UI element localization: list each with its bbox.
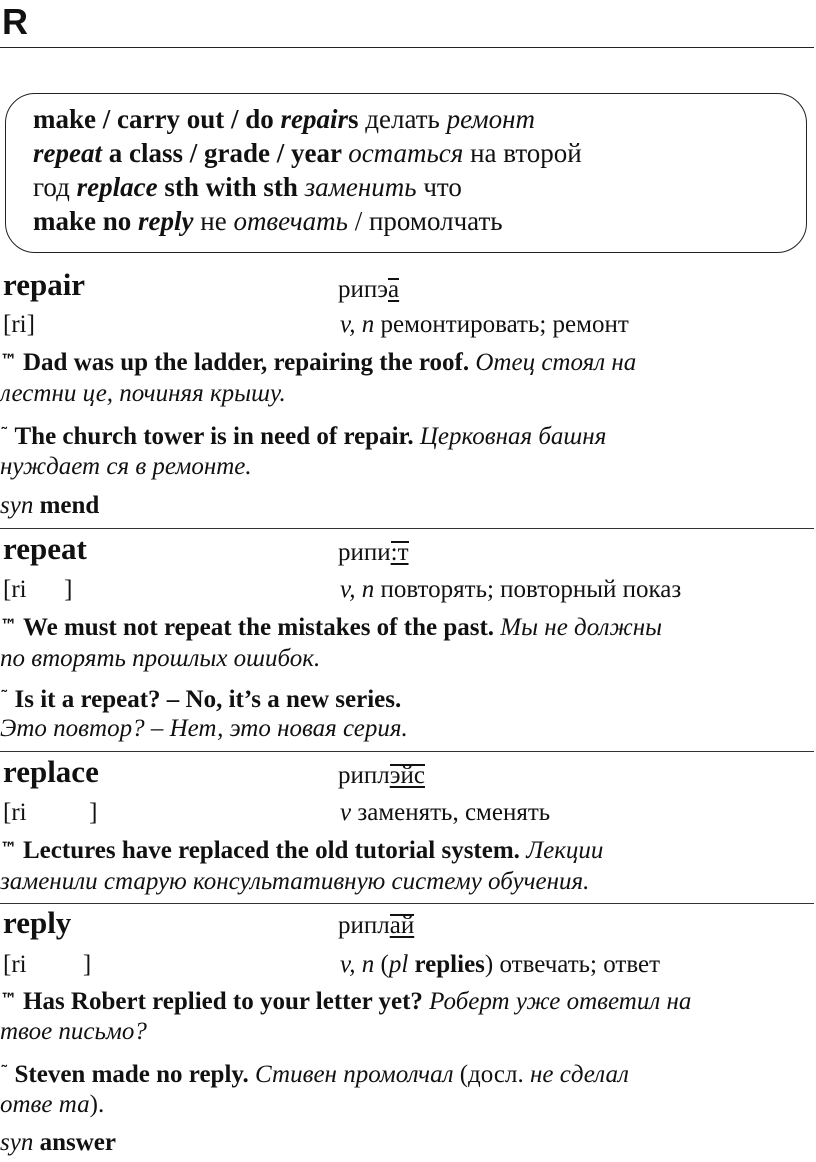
example-repair-1-cont: лестни це, починяя крышу. [0, 380, 286, 407]
example-repeat-2: ˜ Is it a repeat? – No, it’s a new series. [0, 686, 402, 713]
page-letter: R [2, 1, 28, 42]
definition-repair: v, n ремонтировать; ремонт [340, 311, 629, 338]
headword-reply: reply [3, 905, 72, 940]
definition-repeat: v, n повторять; повторный показ [340, 576, 682, 603]
trademark-icon: ™ [0, 839, 17, 859]
example-replace-1: ™ Lectures have replaced the old tutorial system. Лекции [0, 837, 604, 864]
box-line-4: make no reply не отвечать / промолчать [33, 206, 503, 236]
headword-replace: replace [3, 754, 99, 789]
example-reply-1: ™ Has Robert replied to your letter yet? Роберт уже ответил на [0, 988, 692, 1015]
transcription-repeat: [ri ] [3, 576, 73, 603]
transcription-reply: [ri ] [3, 951, 92, 978]
pronunciation-repeat: рипи:т [338, 539, 409, 566]
trademark-icon: ™ [0, 616, 17, 636]
example-replace-1-cont: заменили старую консультативную систему обучения. [0, 868, 590, 895]
example-repair-2: ˜ The church tower is in need of repair. Церковная башня [0, 423, 607, 450]
example-reply-1-cont: твое письмо? [0, 1018, 147, 1045]
example-repeat-2-cont: Это повтор? – Нет, это новая серия. [0, 715, 408, 742]
pronunciation-reply: риплай [338, 912, 415, 939]
separator-replace [0, 903, 814, 904]
tilde-icon: ˜ [0, 688, 9, 708]
trademark-icon: ™ [0, 351, 17, 371]
transcription-replace: [ri ] [3, 799, 98, 826]
box-line-1: make / carry out / do repairs делать ремонт [33, 104, 536, 134]
synonym-reply: syn answer [0, 1129, 116, 1156]
box-line-3: год replace sth with sth заменить что [33, 172, 462, 202]
box-line-2: repeat a class / grade / year остаться на второй [33, 138, 582, 168]
example-repeat-1: ™ We must not repeat the mistakes of the past. Мы не должны [0, 614, 663, 641]
example-repair-2-cont: нуждает ся в ремонте. [0, 453, 252, 480]
separator-repair [0, 528, 814, 529]
headword-repair: repair [3, 267, 86, 302]
definition-reply: v, n (pl replies) отвечать; ответ [340, 951, 661, 978]
separator-repeat [0, 751, 814, 752]
tilde-icon: ˜ [0, 425, 9, 445]
synonym-repair: syn mend [0, 492, 100, 519]
example-reply-2: ˜ Steven made no reply. Стивен промолчал (досл. не сделал [0, 1061, 629, 1088]
pronunciation-replace: риплэйс [338, 762, 425, 789]
collocation-box [5, 93, 807, 253]
example-reply-2-cont: отве та). [0, 1091, 105, 1118]
transcription-repair: [ri] [3, 311, 35, 338]
trademark-icon: ™ [0, 990, 17, 1010]
tilde-icon: ˜ [0, 1063, 9, 1083]
example-repair-1: ™ Dad was up the ladder, repairing the roof. Отец стоял на [0, 349, 637, 376]
example-repeat-1-cont: по вторять прошлых ошибок. [0, 645, 321, 672]
pronunciation-repair: рипэа [338, 276, 400, 303]
headword-repeat: repeat [3, 531, 87, 566]
top-rule [0, 47, 814, 48]
definition-replace: v заменять, сменять [340, 799, 551, 826]
